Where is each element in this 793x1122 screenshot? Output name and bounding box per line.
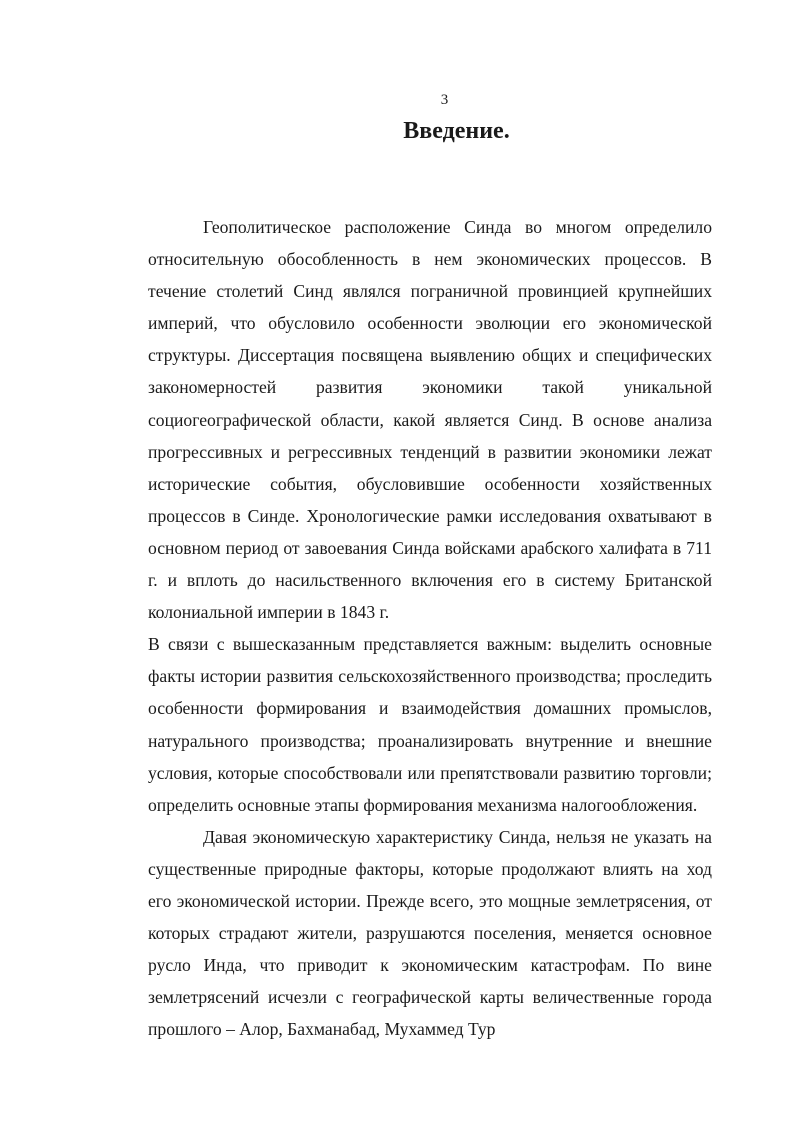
paragraph-natural-factors: Давая экономическую характеристику Синда, нельзя не указать на существенные природные факторы, которые продолжают влиять на ход его экономической истории. Прежде всего, это мощные землетрясения, от которых страдают жители, разрушаются поселения, меняется основное русло Инда, что приводит к экономическим катастрофам. По вине землетрясений исчезли с географической карты величественные города прошлого – Алор, Бахманабад, Мухаммед Тур: [148, 826, 712, 1040]
page-title: Введение.: [403, 118, 510, 144]
body-text: [148, 211, 712, 1045]
page-number: 3: [440, 92, 449, 108]
paragraph-intro: Геополитическое расположение Синда во многом определило относительную обособленность в нем экономических процессов. В течение столетий Синд являлся пограничной провинцией крупнейших империй, что обусловило особенности эволюции его экономической структуры. Диссертация посвящена выявлению общих и специфических закономерностей развития экономики такой уникальной социогеографической области, какой является Синд. В основе анализа прогрессивных и регрессивных тенденций в развитии экономики лежат исторические события, обусловившие особенности хозяйственных процессов в Синде. Хронологические рамки исследования охватывают в основном период от завоевания Синда войсками арабского халифата в 711 г. и вплоть до насильственного включения его в систему Британской колониальной империи в 1843 г.: [148, 217, 712, 623]
paragraph-objectives: В связи с вышесказанным представляется важным: выделить основные факты истории развития сельскохозяйственного производства; проследить особенности формирования и взаимодействия домашних промыслов, натурального производства; проанализировать внутренние и внешние условия, которые способствовали или препятствовали развитию торговли; определить основные этапы формирования механизма налогообложения.: [148, 634, 712, 815]
